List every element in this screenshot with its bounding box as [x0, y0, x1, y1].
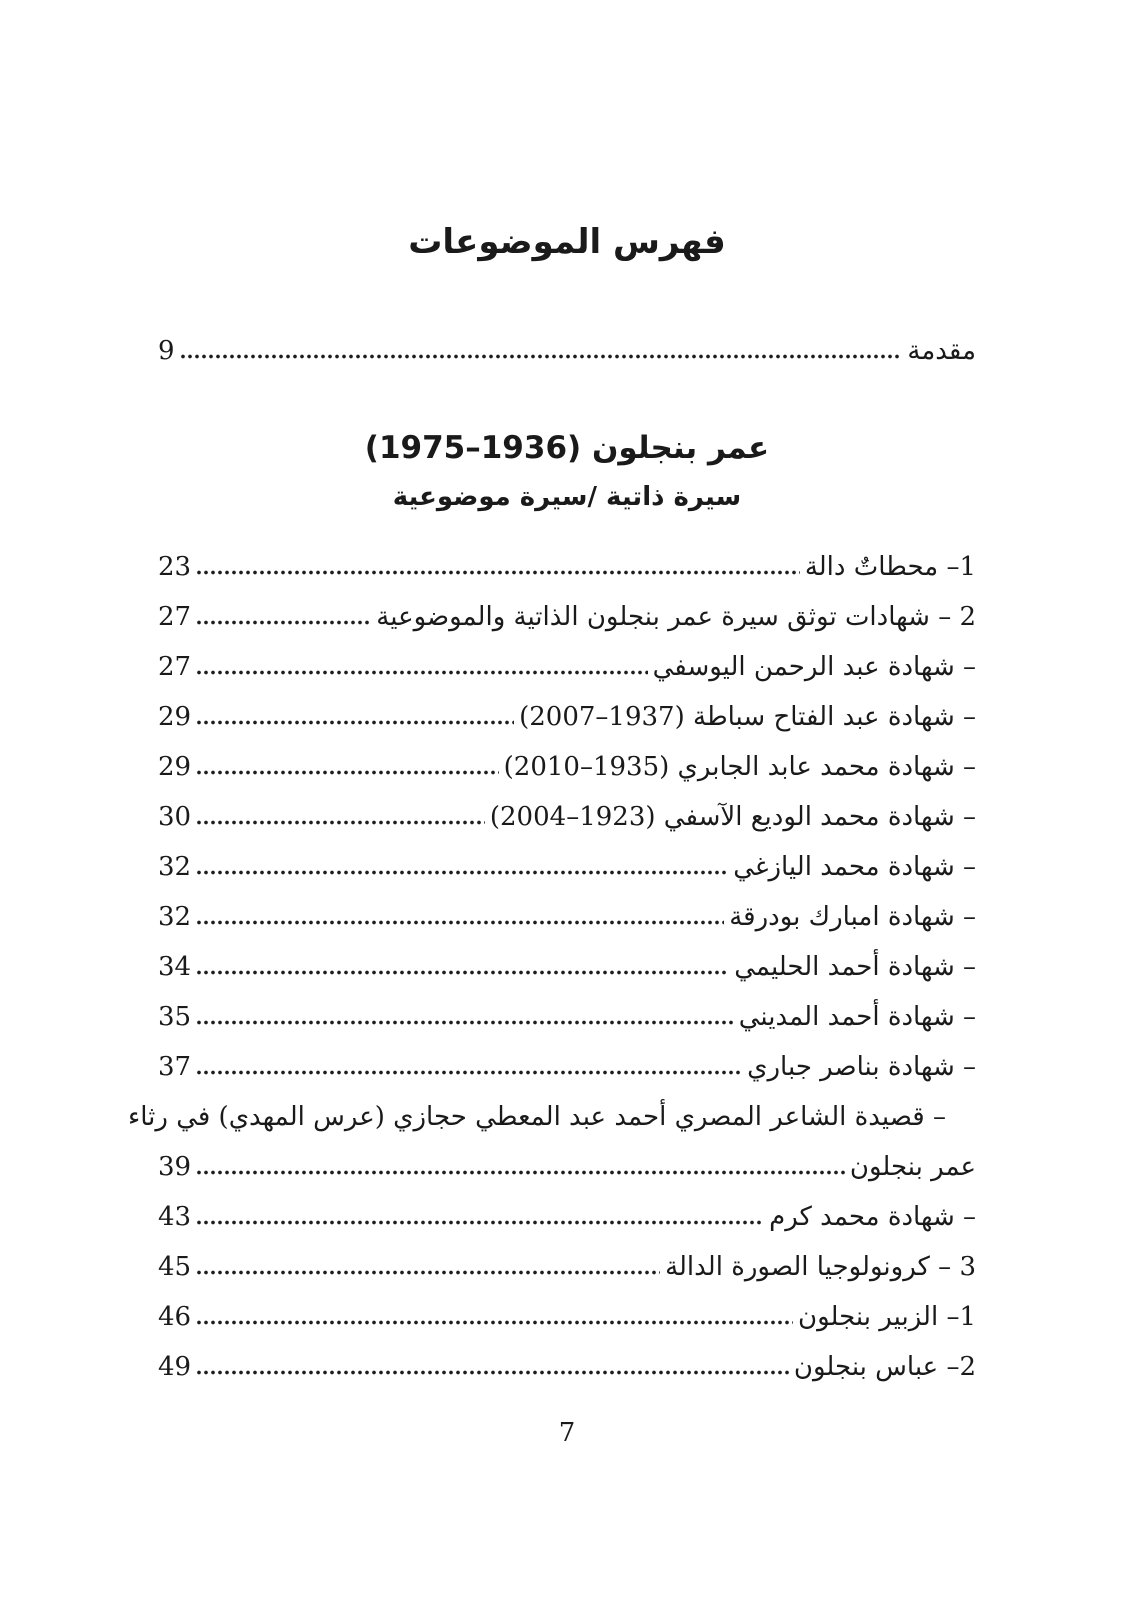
- toc-entry: [158, 952, 976, 1002]
- toc-entry-page: 49: [158, 1352, 192, 1382]
- dot-leader: [196, 670, 648, 675]
- toc-entry-page: 43: [158, 1202, 192, 1232]
- dot-leader: [196, 1220, 764, 1225]
- toc-entry-page: 39: [158, 1152, 192, 1182]
- toc-entry-label: 2– عباس بنجلون: [793, 1352, 976, 1382]
- toc-entry-label: – شهادة محمد عابد الجابري (1935–2010): [503, 752, 976, 782]
- toc-entry-label: 2 – شهادات توثق سيرة عمر بنجلون الذاتية والموضوعية: [376, 602, 976, 632]
- toc-entry: [158, 702, 976, 752]
- dot-leader: [196, 1270, 660, 1275]
- dot-leader: [196, 620, 371, 625]
- toc-entry-page: 27: [158, 652, 192, 682]
- toc-entry: [127, 1102, 976, 1152]
- toc-entry-page: 35: [158, 1002, 192, 1032]
- toc-entry-label: مقدمة: [907, 336, 976, 366]
- dot-leader: [196, 920, 724, 925]
- dot-leader: [196, 1370, 789, 1375]
- dot-leader: [196, 1020, 734, 1025]
- toc-entry-page: 29: [158, 752, 192, 782]
- toc-entry-page: 9: [158, 336, 175, 366]
- toc-entry-page: 30: [158, 802, 192, 832]
- dot-leader: [196, 1070, 742, 1075]
- page-title: فهرس الموضوعات: [408, 222, 726, 262]
- toc-entry: [158, 1052, 976, 1102]
- toc-entry: [158, 1002, 976, 1052]
- dot-leader: [180, 354, 903, 359]
- toc-entry: [158, 1352, 976, 1402]
- toc-entry-label: – شهادة أحمد الحليمي: [734, 952, 976, 982]
- toc-entry-page: 23: [158, 552, 192, 582]
- toc-entry-label: – شهادة عبد الفتاح سباطة (1937–2007): [519, 702, 976, 732]
- toc-entry-label: – شهادة محمد كرم: [769, 1202, 976, 1232]
- toc-entry-page: 27: [158, 602, 192, 632]
- toc-entry: [158, 1202, 976, 1252]
- toc-entry-label: – شهادة محمد الوديع الآسفي (1923–2004): [489, 802, 976, 832]
- toc-entry-page: 34: [158, 952, 192, 982]
- toc-entry-label: 1– محطاتٌ دالة: [804, 552, 976, 582]
- toc-content: [127, 0, 976, 1402]
- toc-entry-label: – شهادة محمد اليازغي: [733, 852, 976, 882]
- toc-entry: [158, 602, 976, 652]
- toc-entry-intro: [158, 336, 976, 386]
- toc-entry: [158, 1252, 976, 1302]
- dot-leader: [196, 820, 485, 825]
- section-heading: عمر بنجلون (1936–1975): [364, 430, 770, 466]
- section-subheading: سيرة ذاتية /سيرة موضوعية: [392, 482, 742, 512]
- dot-leader: [196, 1320, 793, 1325]
- toc-entry-label: 1– الزبير بنجلون: [798, 1302, 976, 1332]
- toc-entry-page: 46: [158, 1302, 192, 1332]
- toc-entries-list: [127, 552, 976, 1402]
- dot-leader: [196, 770, 499, 775]
- toc-entry-label: – قصيدة الشاعر المصري أحمد عبد المعطي حجازي (عرس المهدي) في رثاء: [127, 1102, 946, 1132]
- dot-leader: [196, 1170, 845, 1175]
- toc-entry-page: 37: [158, 1052, 192, 1082]
- dot-leader: [196, 970, 729, 975]
- toc-entry: [158, 902, 976, 952]
- toc-entry: [158, 852, 976, 902]
- toc-entry: [158, 652, 976, 702]
- toc-entry: [158, 552, 976, 602]
- toc-entry: [158, 1302, 976, 1352]
- toc-entry-label: 3 – كرونولوجيا الصورة الدالة: [665, 1252, 976, 1282]
- toc-entry-label: – شهادة امبارك بودرقة: [729, 902, 976, 932]
- toc-entry: [158, 1152, 976, 1202]
- toc-entry-page: 29: [158, 702, 192, 732]
- toc-entry: [158, 802, 976, 852]
- toc-entry-label: – شهادة عبد الرحمن اليوسفي: [652, 652, 976, 682]
- toc-entry: [158, 752, 976, 802]
- toc-entry-page: 32: [158, 852, 192, 882]
- toc-entry-label: – شهادة بناصر جباري: [747, 1052, 976, 1082]
- toc-entry-label: عمر بنجلون: [849, 1152, 976, 1182]
- dot-leader: [196, 870, 728, 875]
- toc-entry-label: – شهادة أحمد المديني: [738, 1002, 976, 1032]
- toc-entry-page: 32: [158, 902, 192, 932]
- footer-page-number: 7: [558, 1418, 576, 1448]
- toc-entry-page: 45: [158, 1252, 192, 1282]
- dot-leader: [196, 570, 800, 575]
- dot-leader: [196, 720, 514, 725]
